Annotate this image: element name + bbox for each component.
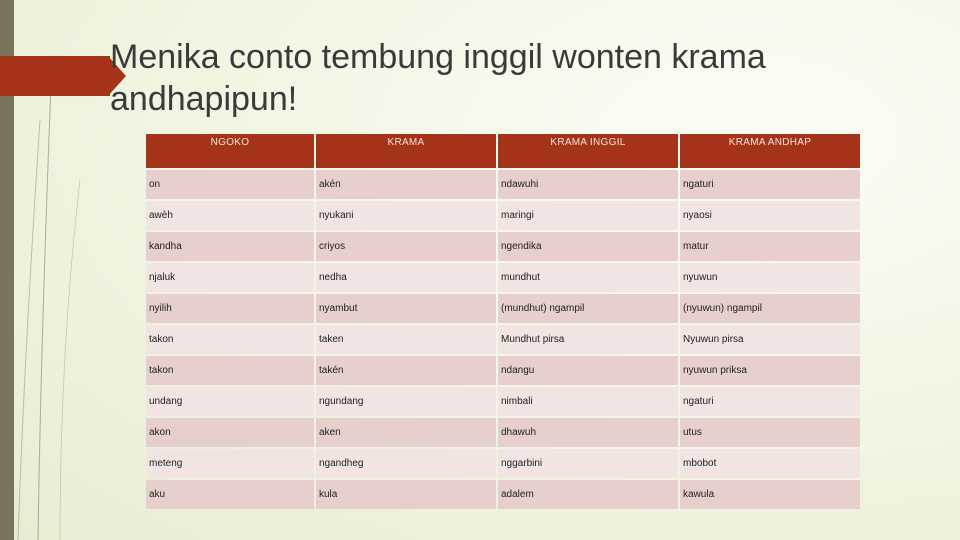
cell-krama-inggil: Mundhut pirsa (498, 325, 678, 354)
cell-krama-inggil: ngendika (498, 232, 678, 261)
cell-ngoko: meteng (146, 449, 314, 478)
cell-ngoko: on (146, 170, 314, 199)
title-accent-bar (0, 56, 110, 96)
table-row (146, 387, 860, 416)
cell-krama-andhap: kawula (680, 480, 860, 509)
cell-krama-inggil: ndangu (498, 356, 678, 385)
cell-krama: ngundang (316, 387, 496, 416)
cell-krama-inggil: dhawuh (498, 418, 678, 447)
cell-krama-andhap: nyaosi (680, 201, 860, 230)
cell-ngoko: undang (146, 387, 314, 416)
cell-krama: nyambut (316, 294, 496, 323)
cell-ngoko: aku (146, 480, 314, 509)
slide-title: Menika conto tembung inggil wonten krama andhapipun! (110, 38, 766, 118)
table-header-row (146, 134, 860, 168)
cell-krama-inggil: nimbali (498, 387, 678, 416)
cell-krama: kula (316, 480, 496, 509)
cell-krama: ngandheg (316, 449, 496, 478)
table-row (146, 232, 860, 261)
table-row (146, 356, 860, 385)
cell-krama-andhap: Nyuwun pirsa (680, 325, 860, 354)
cell-krama: taken (316, 325, 496, 354)
cell-krama: criyos (316, 232, 496, 261)
cell-krama: akén (316, 170, 496, 199)
cell-krama-inggil: nggarbini (498, 449, 678, 478)
cell-krama-inggil: adalem (498, 480, 678, 509)
cell-krama: aken (316, 418, 496, 447)
cell-krama: nyukani (316, 201, 496, 230)
table-row (146, 449, 860, 478)
table-row (146, 263, 860, 292)
cell-ngoko: akon (146, 418, 314, 447)
krama-table (144, 132, 862, 511)
cell-krama-andhap: nyuwun priksa (680, 356, 860, 385)
cell-ngoko: takon (146, 325, 314, 354)
cell-ngoko: nyilih (146, 294, 314, 323)
cell-krama: takén (316, 356, 496, 385)
cell-krama-andhap: nyuwun (680, 263, 860, 292)
cell-ngoko: kandha (146, 232, 314, 261)
table-row (146, 480, 860, 509)
cell-ngoko: njaluk (146, 263, 314, 292)
cell-krama-inggil: (mundhut) ngampil (498, 294, 678, 323)
cell-krama-inggil: maringi (498, 201, 678, 230)
table-row (146, 418, 860, 447)
cell-krama-inggil: ndawuhi (498, 170, 678, 199)
table-row (146, 294, 860, 323)
header-ngoko: NGOKO (146, 134, 314, 168)
cell-krama: nedha (316, 263, 496, 292)
cell-krama-andhap: ngaturi (680, 170, 860, 199)
table-row (146, 170, 860, 199)
cell-krama-andhap: utus (680, 418, 860, 447)
cell-krama-andhap: mbobot (680, 449, 860, 478)
cell-ngoko: takon (146, 356, 314, 385)
table-row (146, 201, 860, 230)
cell-krama-andhap: matur (680, 232, 860, 261)
cell-krama-andhap: (nyuwun) ngampil (680, 294, 860, 323)
cell-krama-inggil: mundhut (498, 263, 678, 292)
header-krama-inggil: KRAMA INGGIL (498, 134, 678, 168)
header-krama: KRAMA (316, 134, 496, 168)
cell-ngoko: awèh (146, 201, 314, 230)
cell-krama-andhap: ngaturi (680, 387, 860, 416)
table-row (146, 325, 860, 354)
header-krama-andhap: KRAMA ANDHAP (680, 134, 860, 168)
